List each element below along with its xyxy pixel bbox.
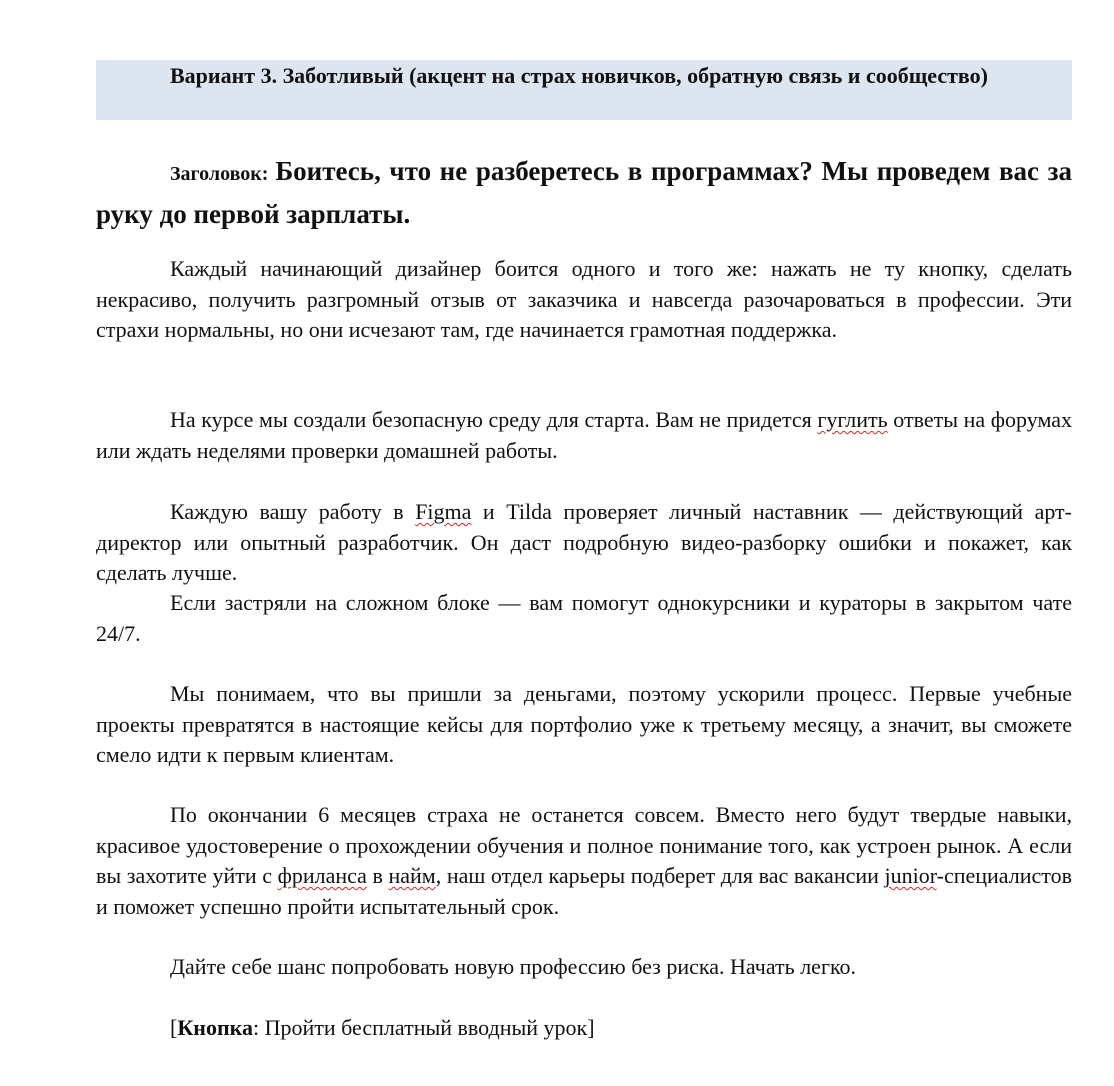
paragraph-safe-environment <box>96 405 1072 466</box>
paragraph-career-text-2: в <box>366 863 389 888</box>
paragraph-chat-text: Если застряли на сложном блоке — вам помогут однокурсники и кураторы в закрытом чате 24/7. <box>96 590 1072 646</box>
paragraph-mentor <box>96 497 1072 589</box>
button-label: Кнопка <box>177 1015 253 1040</box>
button-bracket-close: ] <box>587 1015 595 1040</box>
paragraph-safe-environment-text-start: На курсе мы создали безопасную среду для старта. Вам не придется <box>170 407 818 432</box>
spellcheck-word-naim: найм <box>388 863 436 888</box>
paragraph-portfolio-text: Мы понимаем, что вы пришли за деньгами, поэтому ускорили процесс. Первые учебные проекты превратятся в настоящие кейсы для портфолио уже к третьему месяцу, а значит, вы сможете смело идти к первым клиентам. <box>96 681 1072 767</box>
paragraph-call-to-action-text: Дайте себе шанс попробовать новую профессию без риска. Начать легко. <box>170 954 857 979</box>
headline-separator: : <box>261 163 276 185</box>
paragraph-career-text-1: По окончании 6 месяцев страха не останется совсем. Вместо него будут твердые навыки, красивое удостоверение о прохождении обучения и полное понимание того, как устроен рынок. А если вы захотите уйти с <box>96 802 1072 888</box>
headline-text: Боитесь, что не разберетесь в программах? Мы проведем вас за руку до первой зарплаты. <box>96 156 1072 229</box>
paragraph-career <box>96 800 1072 922</box>
button-placeholder <box>96 1013 1072 1044</box>
spellcheck-word-junior: junior <box>884 863 937 888</box>
variant-title: Вариант 3. Заботливый (акцент на страх новичков, обратную связь и сообщество) <box>170 63 988 88</box>
spellcheck-word-freelance: фриланса <box>277 863 367 888</box>
button-bracket-open: [ <box>170 1015 178 1040</box>
paragraph-career-text-3: , наш отдел карьеры подберет для вас вакансии <box>435 863 885 888</box>
button-separator: : <box>252 1015 265 1040</box>
variant-heading <box>96 60 1072 120</box>
paragraph-call-to-action <box>96 952 1072 983</box>
paragraph-career-text-4: -специалистов и поможет успешно пройти испытательный срок. <box>96 863 1072 919</box>
headline-label: Заголовок <box>170 163 262 185</box>
paragraph-fears <box>96 254 1072 346</box>
paragraph-portfolio <box>96 679 1072 771</box>
paragraph-mentor-text-end: и Tilda проверяет личный наставник — действующий арт-директор или опытный разработчик. Он даст подробную видео-разборку ошибки и покажет, как сделать лучше. <box>96 499 1072 585</box>
paragraph-chat <box>96 588 1072 649</box>
paragraph-mentor-text-start: Каждую вашу работу в <box>170 499 416 524</box>
button-text: Пройти бесплатный вводный урок <box>264 1015 588 1040</box>
paragraph-fears-text: Каждый начинающий дизайнер боится одного и того же: нажать не ту кнопку, сделать некрасиво, получить разгромный отзыв от заказчика и навсегда разочароваться в профессии. Эти страхи нормальны, но они исчезают там, где начинается грамотная поддержка. <box>96 256 1072 342</box>
headline <box>96 152 1072 238</box>
paragraph-safe-environment-text-end: ответы на форумах или ждать неделями проверки домашней работы. <box>96 407 1072 463</box>
spellcheck-word-google: гуглить <box>817 407 888 432</box>
spellcheck-word-figma: Figma <box>415 499 472 524</box>
